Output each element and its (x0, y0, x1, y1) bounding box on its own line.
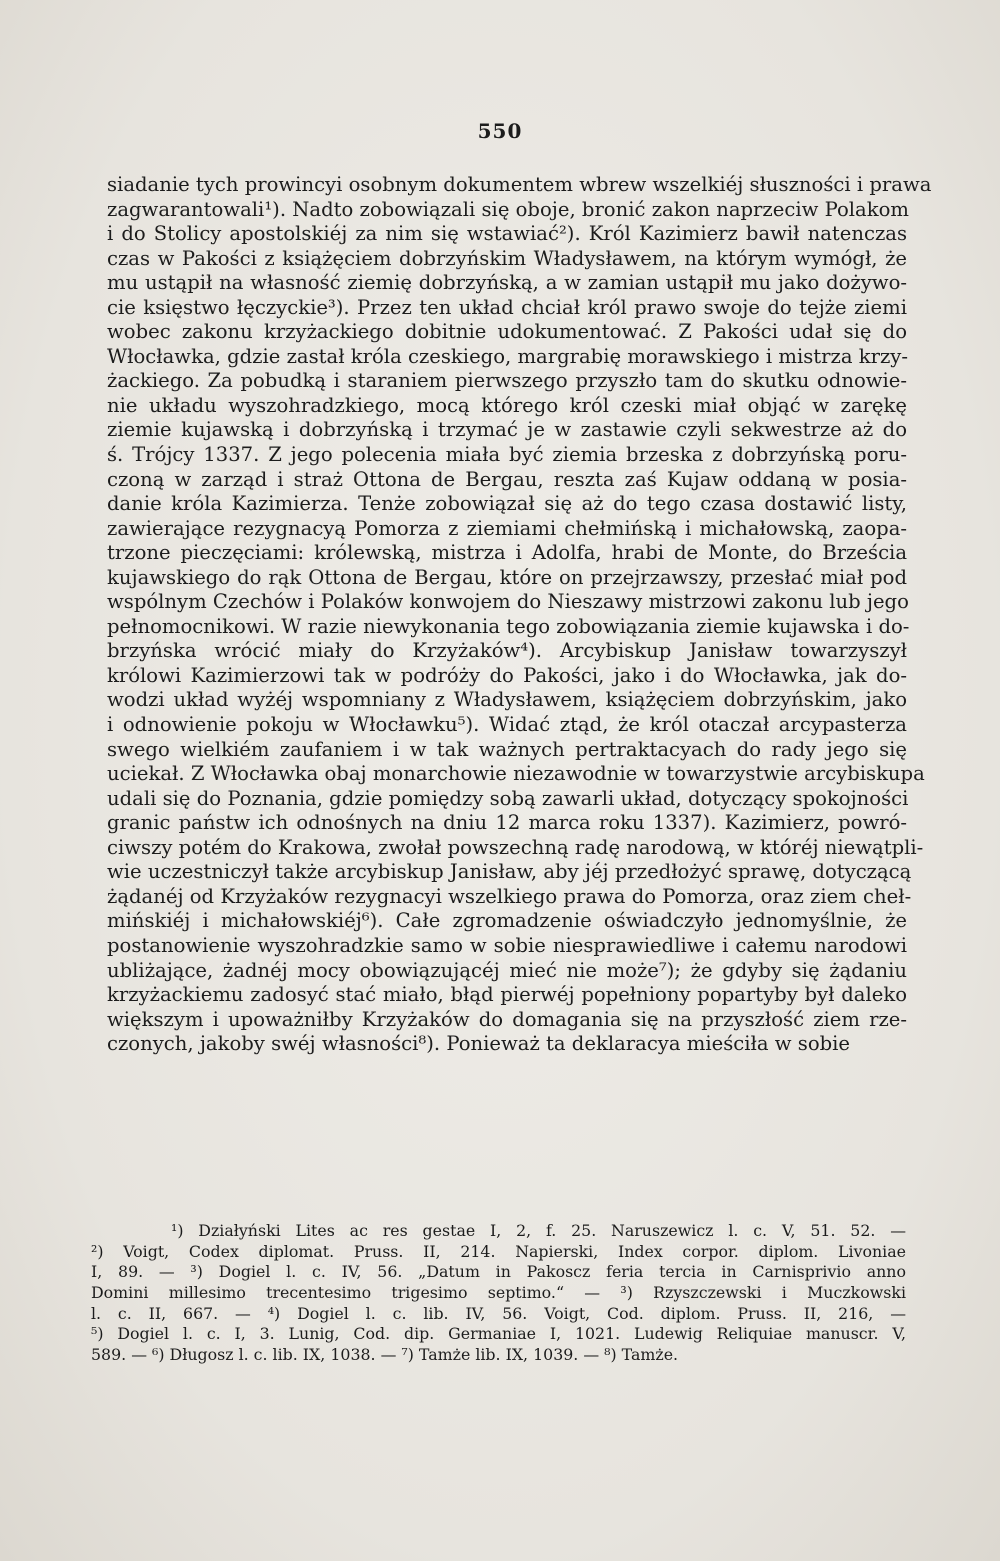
text-line: większym i upoważniłby Krzyżaków do domagania się na przyszłość ziem rze- (107, 1007, 907, 1031)
text-line: krzyżackiemu zadosyć stać miało, błąd pierwéj popełniony popartyby był daleko (107, 983, 907, 1007)
text-line: zawierające rezygnacyą Pomorza z ziemiami chełmińską i michałowską, zaopa- (107, 516, 907, 540)
text-line: wodzi układ wyżéj wspomniany z Władysławem, książęciem dobrzyńskim, jako (107, 688, 907, 712)
text-line: postanowienie wyszohradzkie samo w sobie niesprawiedliwe i całemu narodowi (107, 933, 907, 957)
footnote-line: l. c. II, 667. — ⁴) Dogiel l. c. lib. IV, 56. Voigt, Cod. diplom. Pruss. II, 216, — (91, 1303, 906, 1323)
text-line: i odnowienie pokoju w Włocławku⁵). Widać ztąd, że król otaczał arcypasterza (107, 713, 907, 737)
footnote-line: 589. — ⁶) Długosz l. c. lib. IX, 1038. — ⁷) Tamże lib. IX, 1039. — ⁸) Tamże. (91, 1345, 679, 1365)
footnote-line: I, 89. — ³) Dogiel l. c. IV, 56. „Datum in Pakoscz feria tercia in Carnisprivio anno (91, 1262, 906, 1282)
text-line: nie układu wyszohradzkiego, mocą którego król czeski miał objąć w zarękę (107, 393, 907, 417)
footnote-line: ⁵) Dogiel l. c. I, 3. Lunig, Cod. dip. Germaniae I, 1021. Ludewig Reliquiae manuscr. V, (91, 1324, 906, 1344)
text-line: czonych, jakoby swéj własności⁸). Ponieważ ta deklaracya mieściła w sobie (107, 1032, 851, 1056)
text-line: danie króla Kazimierza. Tenże zobowiązał się aż do tego czasa dostawić listy, (107, 492, 907, 516)
text-line: pełnomocnikowi. W razie niewykonania tego zobowiązania ziemie kujawska i do- (107, 614, 910, 638)
text-line: ciwszy potém do Krakowa, zwołał powszechną radę narodową, w któréj niewątpli- (107, 835, 924, 859)
text-line: i do Stolicy apostolskiéj za nim się wstawiać²). Król Kazimierz bawił natenczas (107, 222, 907, 246)
text-line: zagwarantowali¹). Nadto zobowiązali się oboje, bronić zakon naprzeciw Polakom (107, 197, 909, 221)
text-line: granic państw ich odnośnych na dniu 12 marca roku 1337). Kazimierz, powró- (107, 811, 907, 835)
footnotes (91, 1221, 906, 1366)
text-line: wspólnym Czechów i Polaków konwojem do Nieszawy mistrzowi zakonu lub jego (107, 590, 909, 614)
page-number: 550 (477, 119, 523, 143)
text-line: ś. Trójcy 1337. Z jego polecenia miała być ziemia brzeska z dobrzyńską poru- (107, 443, 907, 467)
text-line: ubliżające, żadnéj mocy obowiązującéj mieć nie może⁷); że gdyby się żądaniu (107, 958, 907, 982)
text-line: ziemie kujawską i dobrzyńską i trzymać je w zastawie czyli sekwestrze aż do (107, 418, 907, 442)
text-line: wobec zakonu krzyżackiego dobitnie udokumentować. Z Pakości udał się do (107, 320, 907, 344)
text-line: wie uczestniczył także arcybiskup Janisław, aby jéj przedłożyć sprawę, dotyczącą (107, 860, 912, 884)
text-line: królowi Kazimierzowi tak w podróży do Pakości, jako i do Włocławka, jak do- (107, 663, 907, 687)
text-line: uciekał. Z Włocławka obaj monarchowie niezawodnie w towarzystwie arcybiskupa (107, 762, 925, 786)
text-line: siadanie tych prowincyi osobnym dokumentem wbrew wszelkiéj słuszności i prawa (107, 173, 932, 196)
text-line: czas w Pakości z książęciem dobrzyńskim Władysławem, na którym wymógł, że (107, 246, 907, 270)
text-line: mińskiéj i michałowskiéj⁶). Całe zgromadzenie oświadczyło jednomyślnie, że (107, 909, 907, 933)
text-line: czoną w zarząd i straż Ottona de Bergau, reszta zaś Kujaw oddaną w posia- (107, 467, 907, 491)
text-line: żackiego. Za pobudką i staraniem pierwszego przyszło tam do skutku odnowie- (107, 369, 907, 393)
text-line: mu ustąpił na własność ziemię dobrzyńską, a w zamian ustąpił mu jako dożywo- (107, 271, 907, 295)
footnote-line: ²) Voigt, Codex diplomat. Pruss. II, 214. Napierski, Index corpor. diplom. Livoniae (91, 1241, 906, 1261)
text-line: kujawskiego do rąk Ottona de Bergau, które on przejrzawszy, przesłać miał pod (107, 565, 907, 589)
footnote-line: ¹) Działyński Lites ac res gestae I, 2, f. 25. Naruszewicz l. c. V, 51. 52. — (171, 1221, 906, 1240)
text-line: Włocławka, gdzie zastał króla czeskiego, margrabię morawskiego i mistrza krzy- (107, 344, 908, 368)
text-line: swego wielkiém zaufaniem i w tak ważnych pertraktacyach do rady jego się (107, 737, 907, 761)
text-line: trzone pieczęciami: królewską, mistrza i Adolfa, hrabi de Monte, do Brześcia (107, 541, 907, 565)
text-line: brzyńska wrócić miały do Krzyżaków⁴). Arcybiskup Janisław towarzyszył (107, 639, 907, 663)
main-text (107, 173, 932, 1057)
text-line: udali się do Poznania, gdzie pomiędzy sobą zawarli układ, dotyczący spokojności (107, 786, 909, 810)
text-line: żądanéj od Krzyżaków rezygnacyi wszelkiego prawa do Pomorza, oraz ziem cheł- (107, 884, 912, 908)
text-line: cie księstwo łęczyckie³). Przez ten układ chciał król prawo swoje do tejże ziemi (107, 295, 907, 319)
footnote-line: Domini millesimo trecentesimo trigesimo septimo.“ — ³) Rzyszczewski i Muczkowski (91, 1283, 906, 1303)
